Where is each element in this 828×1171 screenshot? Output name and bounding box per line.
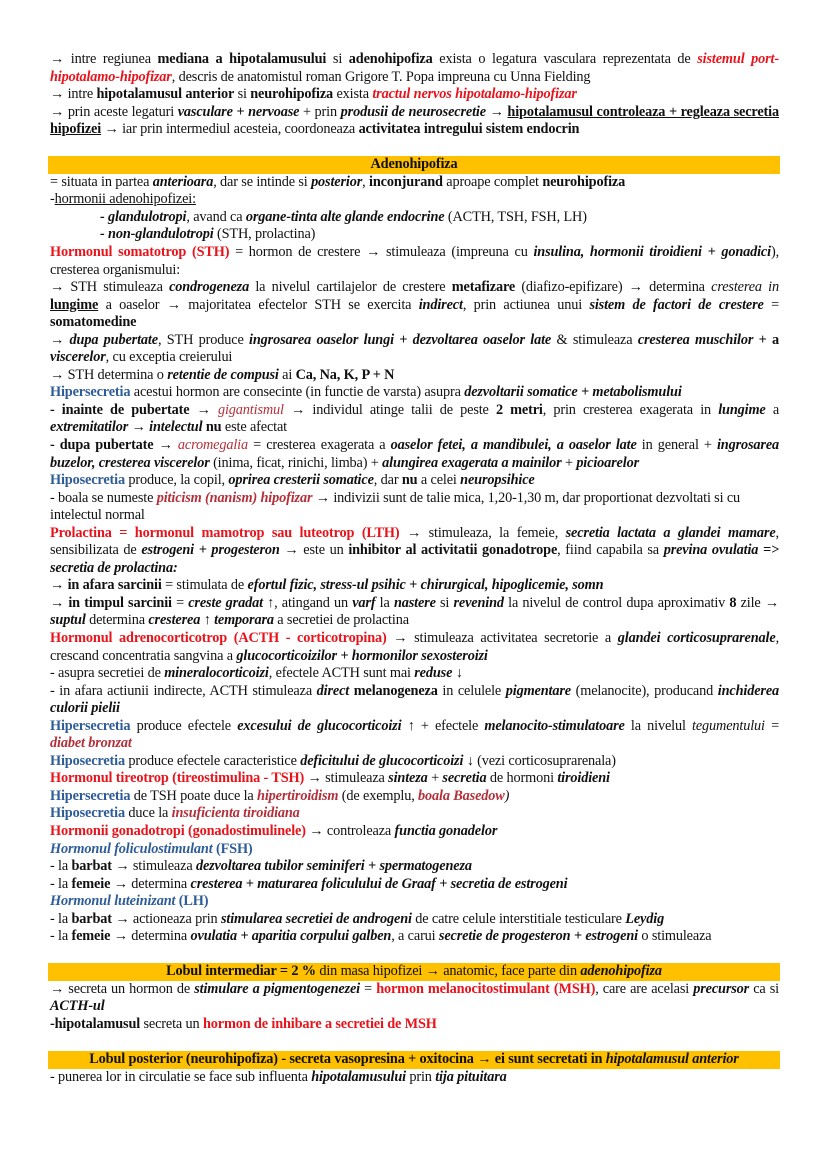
intro-control: → prin aceste legaturi vasculare + nervoase + prin produsii de neurosecretie → hipotalamusul controleaza + regleaza secretia hipofizei → iar prin intermediul acesteia, coordoneaza activitatea intregului sistem endocrin	[50, 103, 779, 138]
posterior-circulatie: - punerea lor in circulatie se face sub influenta hipotalamusului prin tija pituitara	[50, 1068, 507, 1085]
prl-heading: Prolactina = hormonul mamotrop sau luteotrop (LTH) → stimuleaza, la femeie, secretia lactata a glandei mamare, sensibilizata de estrogeni + progesteron → este un inhibitor al activitatii gonadotrope, fiind capabila sa previna ovulatia => secretia de prolactina:	[50, 524, 780, 576]
lh-title: Hormonul luteinizant (LH)	[50, 893, 209, 910]
section-banner-adenohipofiza: Adenohipofiza	[48, 156, 780, 174]
tsh-hiposecretia: Hiposecretia duce la insuficienta tiroidiana	[50, 805, 300, 822]
document-page	[50, 51, 779, 1086]
adeno-glandulotropi: - glandulotropi, avand ca organe-tinta alte glande endocrine (ACTH, TSH, FSH, LH)	[100, 208, 587, 225]
intermediar-inhibare: -hipotalamusul secreta un hormon de inhibare a secretiei de MSH	[50, 1015, 437, 1032]
sth-piticism: - boala se numeste piticism (nanism) hipofizar → indivizii sunt de talie mica, 1,20-1,30 m, dar proportionat dezvoltati si cu intelectul normal	[50, 489, 741, 524]
tsh-hipersecretia: Hipersecretia de TSH poate duce la hipertiroidism (de exemplu, boala Basedow)	[50, 787, 510, 804]
term-sistemul-port: sistemul port-hipotalamo-hipofizar	[50, 51, 779, 85]
lh-femeie: - la femeie → determina ovulatia + aparitia corpului galben, a carui secretie de progesteron + estrogeni o stimuleaza	[50, 928, 712, 945]
section-banner-lobul-intermediar: Lobul intermediar = 2 % din masa hipofizei → anatomic, face parte din adenohipofiza	[48, 963, 780, 981]
intermediar-msh: → secreta un hormon de stimulare a pigmentogenezei = hormon melanocitostimulant (MSH), care are acelasi precursor ca si ACTH-ul	[50, 980, 779, 1015]
spacer	[50, 946, 779, 964]
sth-acromegalia: - dupa pubertate → acromegalia = cresterea exagerata a oaselor fetei, a mandibulei, a oaselor late in general + ingrosarea buzelor, cresterea viscerelor (inima, ficat, rinichi, limba) + alungirea exagerata a mainilor + picioarelor	[50, 436, 780, 471]
disease-gigantism: gigantismul	[217, 401, 284, 418]
hormone-title-prolactina: Prolactina = hormonul mamotrop sau luteotrop (LTH)	[50, 524, 400, 541]
fsh-femeie: - la femeie → determina cresterea + maturarea foliculului de Graaf + secretia de estrogeni	[50, 875, 568, 892]
intro-nerve-tract: → intre hipotalamusul anterior si neurohipofiza exista tractul nervos hipotalamo-hipofizar	[50, 86, 577, 103]
adeno-non-glandulotropi: - non-glandulotropi (STH, prolactina)	[100, 226, 316, 243]
acth-heading: Hormonul adrenocorticotrop (ACTH - corticotropina) → stimuleaza activitatea secretorie a glandei corticosuprarenale, crescand concentratia sangvina a glucocorticoizilor + hormonilor sexosteroizi	[50, 630, 780, 664]
intro-portal-system: → intre regiunea mediana a hipotalamusului si adenohipofiza exista o legatura vasculara reprezentata de sistemul port-hipotalamo-hipofizar, descris de anatomistul roman Grigore T. Popa impreuna cu Unna Fielding	[50, 51, 779, 85]
disease-piticism: piticism (nanism) hipofizar	[156, 489, 313, 506]
sth-gigantism: - inainte de pubertate → gigantismul → individul atinge talii de peste 2 metri, prin cresterea exagerata in lungime a extremitatilor → intelectul nu este afectat	[50, 401, 780, 436]
prl-timpul-sarcinii: → in timpul sarcinii = creste gradat ↑, atingand un varf la nastere si revenind la nivelul de control dupa aproximativ 8 zile → suptul determina cresterea ↑ temporara a secretiei de prolactina	[50, 594, 779, 629]
sth-hiposecretia: Hiposecretia produce, la copil, oprirea cresterii somatice, dar nu a celei neuropsihice	[50, 472, 535, 489]
gonado-heading: Hormonii gonadotropi (gonadostimulinele) → controleaza functia gonadelor	[50, 823, 498, 840]
acth-mineralocorticoizi: - asupra secretiei de mineralocorticoizi, efectele ACTH sunt mai reduse ↓	[50, 665, 463, 682]
hormone-title-sth: Hormonul somatotrop (STH)	[50, 243, 230, 260]
tsh-heading: Hormonul tireotrop (tireostimulina - TSH) → stimuleaza sinteza + secretia de hormoni tiroidieni	[50, 770, 610, 787]
section-banner-lobul-posterior: Lobul posterior (neurohipofiza) - secreta vasopresina + oxitocina → ei sunt secretati in hipotalamusul anterior	[48, 1051, 780, 1069]
sth-hipersecretia: Hipersecretia acestui hormon are consecinte (in functie de varsta) asupra dezvoltarii somatice + metabolismului	[50, 384, 682, 401]
term-msh: hormon melanocitostimulant (MSH)	[376, 980, 596, 997]
prl-afara-sarcinii: → in afara sarcinii = stimulata de efortul fizic, stress-ul psihic + chirurgical, hipoglicemie, somn	[50, 577, 604, 594]
adeno-hormonii-label: -hormonii adenohipofizei:	[50, 191, 196, 208]
hormone-title-tsh: Hormonul tireotrop (tireostimulina - TSH)	[50, 770, 305, 787]
acth-hipersecretia: Hipersecretia produce efectele excesului de glucocorticoizi ↑ + efectele melanocito-stimulatoare la nivelul tegumentului = diabet bronzat	[50, 717, 780, 752]
sth-dupa-pubertate: → dupa pubertate, STH produce ingrosarea oaselor lungi + dezvoltarea oaselor late & stimuleaza cresterea muschilor + a viscerelor, cu exceptia creierului	[50, 331, 779, 366]
term-tractul-nervos: tractul nervos hipotalamo-hipofizar	[372, 86, 577, 103]
disease-insuficienta-tiroidiana: insuficienta tiroidiana	[171, 805, 300, 822]
spacer	[50, 139, 779, 157]
disease-hipertiroidism: hipertiroidism	[257, 787, 339, 804]
term-msh-inhibare: hormon de inhibare a secretiei de MSH	[202, 1015, 437, 1032]
hormone-title-gonadotropi: Hormonii gonadotropi (gonadostimulinele)	[50, 823, 306, 840]
acth-melanogeneza: - in afara actiunii indirecte, ACTH stimuleaza direct melanogeneza in celulele pigmentare (melanocite), producand inchiderea culorii pielii	[50, 682, 780, 717]
sth-heading: Hormonul somatotrop (STH) = hormon de crestere → stimuleaza (impreuna cu insulina, hormonii tiroidieni + gonadici), cresterea organismului:	[50, 243, 779, 278]
sth-retentie: → STH determina o retentie de compusi ai Ca, Na, K, P + N	[50, 366, 395, 383]
disease-diabet-bronzat: diabet bronzat	[50, 735, 132, 752]
disease-boala-basedow: boala Basedow	[418, 787, 505, 804]
hormone-title-acth: Hormonul adrenocorticotrop (ACTH - corticotropina)	[50, 630, 387, 646]
lh-barbat: - la barbat → actioneaza prin stimularea secretiei de androgeni de catre celule interstitiale testiculare Leydig	[50, 910, 665, 927]
spacer	[50, 1034, 779, 1052]
disease-acromegalia: acromegalia	[177, 436, 249, 453]
fsh-title: Hormonul foliculostimulant (FSH)	[50, 840, 253, 857]
adeno-situata: = situata in partea anterioara, dar se intinde si posterior, inconjurand aproape complet neurohipofiza	[50, 173, 626, 190]
fsh-barbat: - la barbat → stimuleaza dezvoltarea tubilor seminiferi + spermatogeneza	[50, 858, 472, 875]
sth-condrogeneza: → STH stimuleaza condrogeneza la nivelul cartilajelor de crestere metafizare (diafizo-epifizare) → determina cresterea in lungime a oaselor → majoritatea efectelor STH se exercita indirect, prin actiunea unui sistem de factori de crestere = somatomedine	[50, 279, 779, 331]
acth-hiposecretia: Hiposecretia produce efectele caracteristice deficitului de glucocorticoizi ↓ (vezi corticosuprarenala)	[50, 752, 616, 769]
